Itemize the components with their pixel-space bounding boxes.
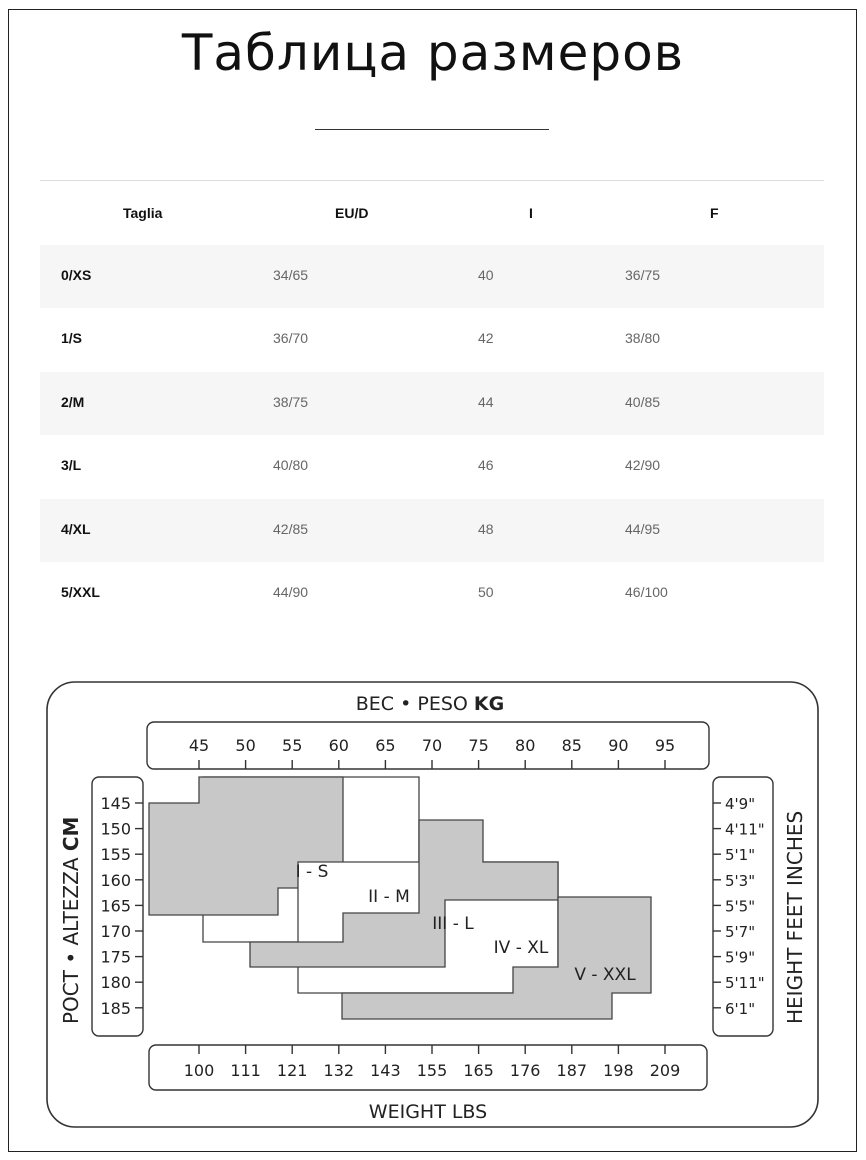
lbs-tick-label: 111 (230, 1061, 261, 1080)
kg-tick-label: 90 (608, 736, 629, 755)
lbs-tick-label: 176 (509, 1061, 541, 1080)
region-label: IV - XL (493, 938, 549, 958)
lbs-tick-label: 209 (649, 1061, 681, 1080)
cell-size: 2/M (61, 394, 85, 410)
weight-kg-label: ВЕС • PESO KG (355, 693, 505, 715)
feet-tick-label: 5'7" (725, 923, 756, 941)
kg-tick-label: 50 (235, 736, 256, 755)
region-label: V - XXL (574, 965, 636, 985)
height-feet-label: HEIGHT FEET INCHES (783, 810, 807, 1024)
region-label: I - S (295, 862, 329, 882)
header-eu-d: EU/D (335, 205, 369, 221)
lbs-tick-label: 121 (276, 1061, 308, 1080)
cm-tick-label: 185 (100, 998, 131, 1018)
cm-tick-label: 165 (100, 896, 131, 916)
cell-f: 42/90 (625, 457, 661, 473)
cell-f: 44/95 (625, 521, 661, 537)
region-label: II - M (368, 887, 410, 907)
lbs-tick-label: 132 (323, 1061, 355, 1080)
cell-i: 44 (478, 394, 494, 410)
cell-f: 46/100 (625, 584, 668, 600)
cm-tick-label: 150 (100, 819, 131, 839)
cell-size: 1/S (61, 330, 83, 346)
cell-size: 4/XL (61, 521, 91, 537)
cell-i: 42 (478, 330, 494, 346)
cm-tick-label: 160 (100, 870, 131, 890)
feet-tick-label: 5'1" (725, 846, 756, 865)
cell-i: 48 (478, 521, 494, 537)
cell-eu-d: 34/65 (273, 267, 309, 283)
page-title: Таблица размеров (181, 24, 685, 82)
cell-i: 40 (478, 267, 494, 283)
feet-tick-label: 4'9" (725, 795, 756, 813)
kg-tick-label: 65 (375, 736, 396, 755)
height-cm-label: РОСТ • ALTEZZA CM (59, 816, 83, 1024)
cm-tick-label: 180 (100, 973, 131, 993)
cell-f: 36/75 (625, 267, 661, 283)
cm-tick-label: 175 (100, 947, 131, 967)
cell-eu-d: 38/75 (273, 394, 309, 410)
lbs-tick-label: 165 (463, 1061, 494, 1080)
cm-tick-label: 145 (100, 794, 131, 813)
header-i: I (529, 205, 533, 221)
cm-tick-label: 155 (100, 845, 131, 865)
feet-tick-label: 5'11" (725, 974, 765, 993)
feet-tick-label: 6'1" (725, 999, 756, 1018)
cell-f: 40/85 (625, 394, 661, 410)
cell-eu-d: 40/80 (273, 457, 309, 473)
kg-tick-label: 60 (328, 736, 349, 755)
header-f: F (710, 205, 719, 221)
feet-tick-label: 4'11" (725, 820, 765, 839)
region-label: III - L (432, 914, 474, 934)
kg-tick-label: 75 (468, 736, 489, 755)
feet-tick-label: 5'3" (725, 871, 756, 890)
weight-lbs-label: WEIGHT LBS (368, 1101, 488, 1123)
lbs-tick-label: 155 (416, 1061, 448, 1080)
cell-eu-d: 36/70 (273, 330, 309, 346)
lbs-tick-label: 198 (603, 1061, 634, 1080)
lbs-tick-label: 143 (370, 1061, 401, 1080)
feet-tick-label: 5'5" (725, 897, 756, 916)
cell-eu-d: 42/85 (273, 521, 309, 537)
cell-i: 46 (478, 457, 494, 473)
feet-tick-label: 5'9" (725, 948, 756, 967)
cell-i: 50 (478, 584, 494, 600)
header-taglia: Taglia (123, 205, 163, 221)
kg-tick-label: 95 (654, 736, 676, 755)
lbs-tick-label: 100 (183, 1061, 215, 1080)
cell-size: 5/XXL (61, 584, 100, 600)
cell-size: 3/L (61, 457, 82, 473)
kg-tick-label: 55 (282, 736, 303, 755)
kg-tick-label: 80 (515, 736, 536, 755)
cell-eu-d: 44/90 (273, 584, 309, 600)
cell-f: 38/80 (625, 330, 661, 346)
kg-tick-label: 85 (561, 736, 582, 755)
kg-tick-label: 45 (188, 736, 210, 755)
cm-tick-label: 170 (100, 922, 131, 941)
lbs-tick-label: 187 (556, 1061, 588, 1080)
cell-size: 0/XS (61, 267, 92, 283)
kg-tick-label: 70 (421, 736, 443, 755)
